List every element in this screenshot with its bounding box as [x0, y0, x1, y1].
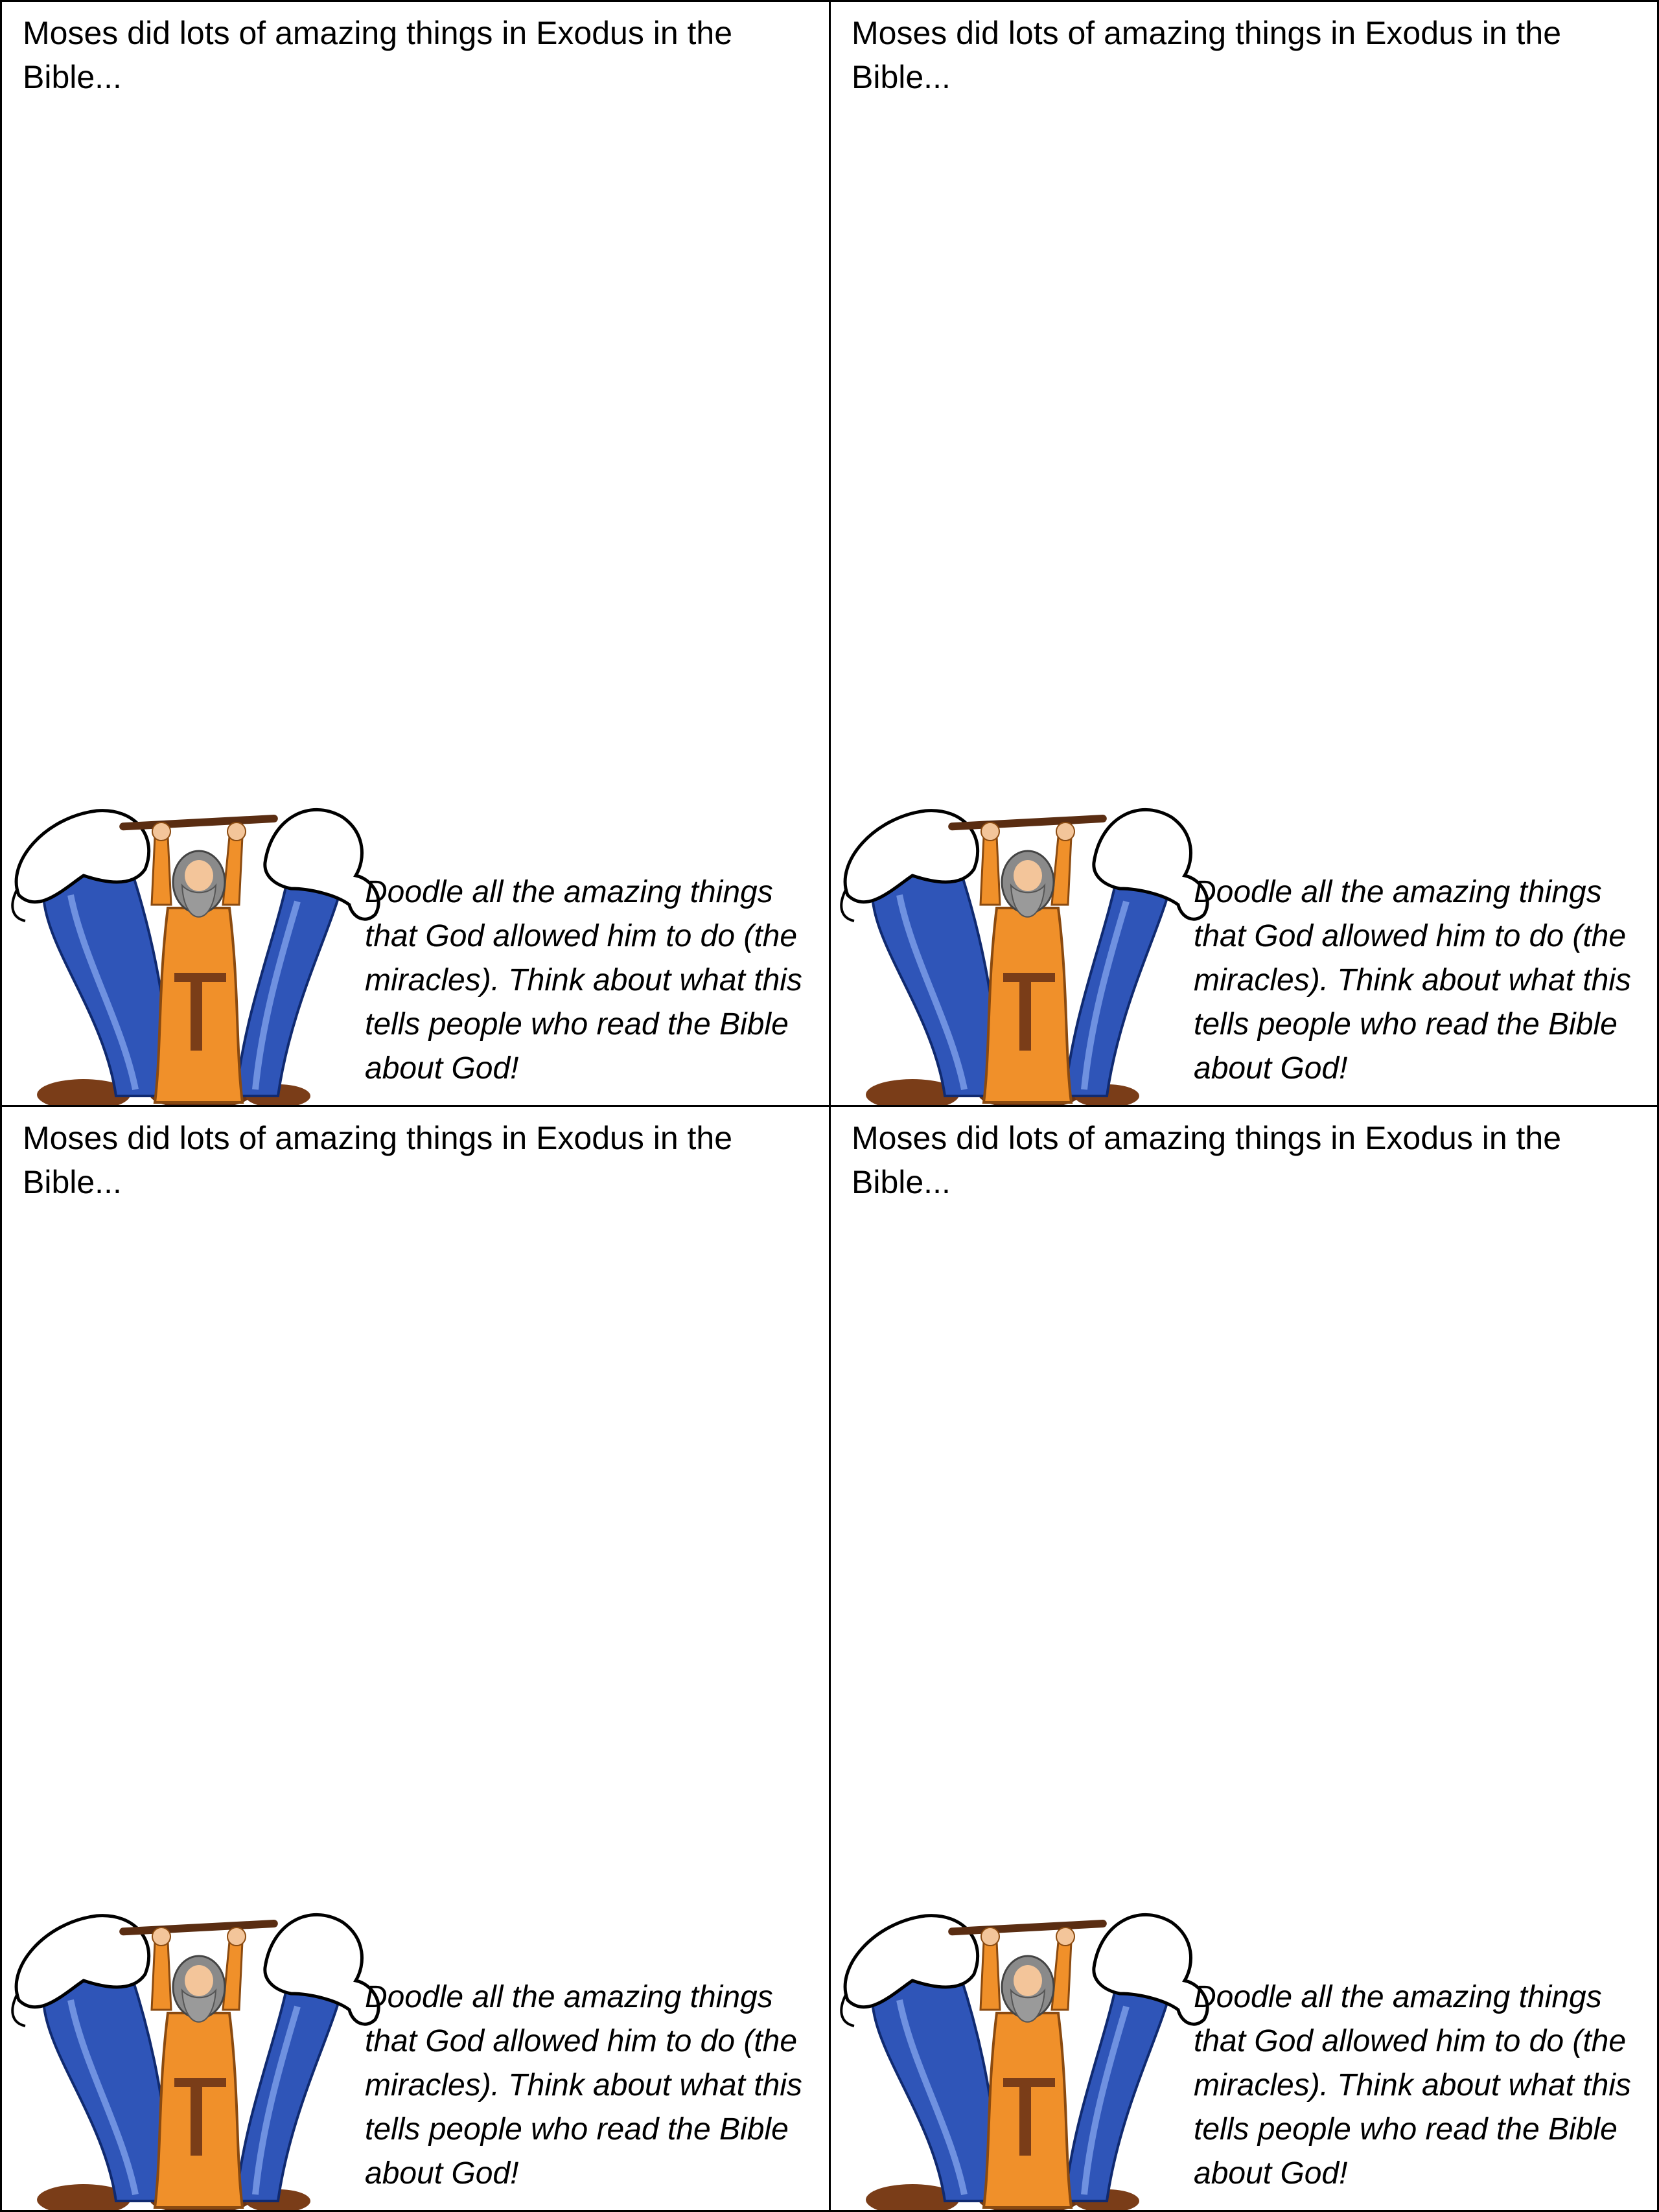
card-heading: Moses did lots of amazing things in Exodus in the Bible... [23, 1120, 733, 1200]
doodle-card-top-left [0, 0, 831, 1107]
card-heading: Moses did lots of amazing things in Exodus in the Bible... [852, 1120, 1562, 1200]
doodle-card-bottom-right [829, 1105, 1659, 2212]
card-heading: Moses did lots of amazing things in Exodus in the Bible... [23, 15, 733, 95]
card-instruction: Doodle all the amazing things that God allowed him to do (the miracles). Think about what this tells people who read the Bible about God! [365, 1980, 802, 2191]
moses-parting-sea-icon [6, 1896, 382, 2212]
doodle-card-bottom-left [0, 1105, 831, 2212]
card-instruction: Doodle all the amazing things that God allowed him to do (the miracles). Think about what this tells people who read the Bible about God! [365, 875, 802, 1086]
card-heading: Moses did lots of amazing things in Exodus in the Bible... [852, 15, 1562, 95]
moses-parting-sea-icon [835, 1896, 1211, 2212]
doodle-card-top-right [829, 0, 1659, 1107]
moses-parting-sea-icon [835, 791, 1211, 1107]
moses-parting-sea-icon [6, 791, 382, 1107]
card-instruction: Doodle all the amazing things that God allowed him to do (the miracles). Think about what this tells people who read the Bible about God! [1194, 1980, 1631, 2191]
card-instruction: Doodle all the amazing things that God allowed him to do (the miracles). Think about what this tells people who read the Bible about God! [1194, 875, 1631, 1086]
